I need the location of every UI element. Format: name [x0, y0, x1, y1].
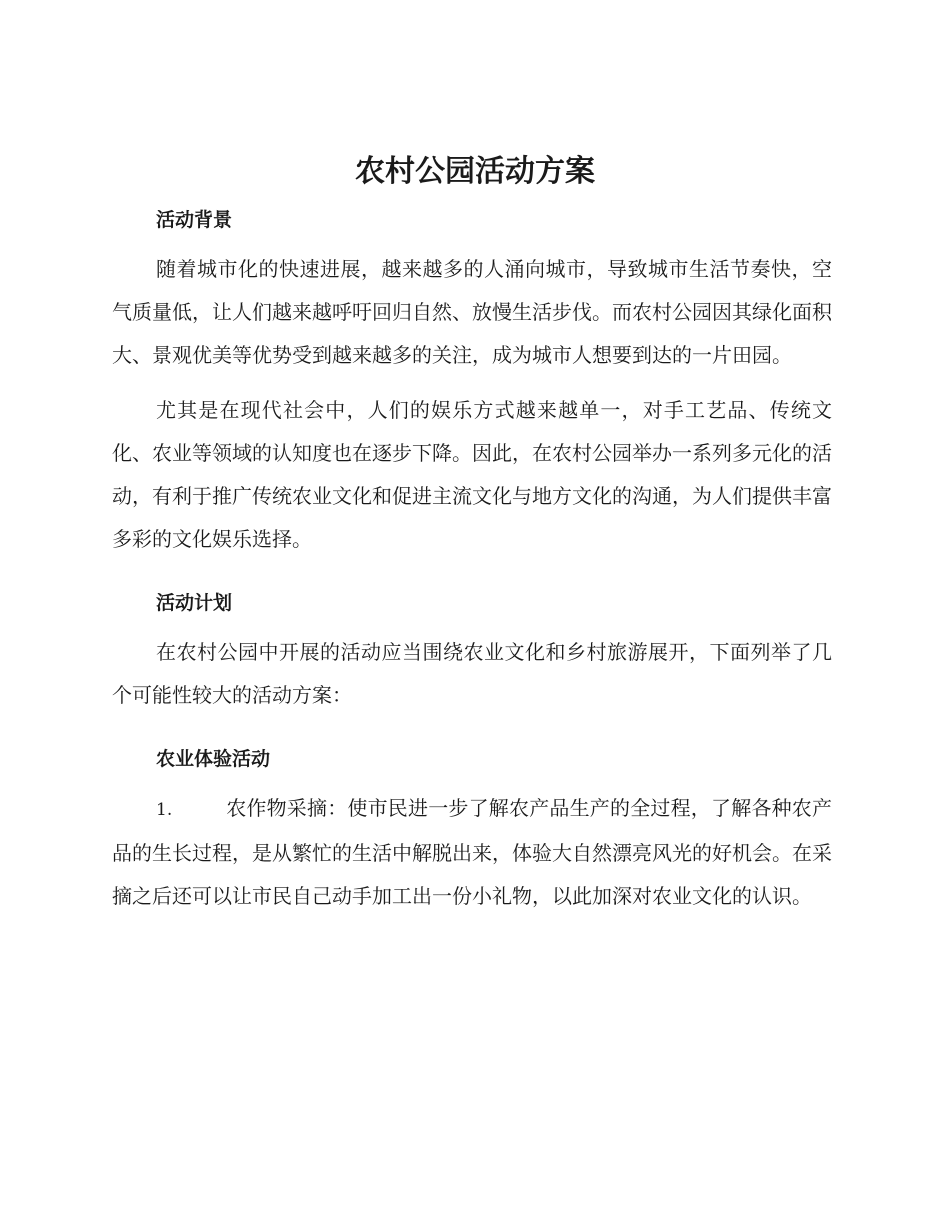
section-heading-plan: 活动计划	[156, 592, 233, 614]
section-heading-background: 活动背景	[156, 209, 233, 231]
plan-paragraph-1: 在农村公园中开展的活动应当围绕农业文化和乡村旅游展开，下面列举了几个可能性较大的活动方案：	[112, 640, 832, 707]
document-body	[112, 204, 832, 918]
list-item-text: 农作物采摘：使市民进一步了解农产品生产的全过程，了解各种农产品的生长过程，是从繁忙的生活中解脱出来，体验大自然漂亮风光的好机会。在采摘之后还可以让市民自己动手加工出一份小礼物，以此加深对农业文化的认识。	[112, 796, 832, 908]
document-title: 农村公园活动方案	[355, 154, 595, 189]
background-paragraph-2: 尤其是在现代社会中，人们的娱乐方式越来越单一，对手工艺品、传统文化、农业等领域的认知度也在逐步下降。因此，在农村公园举办一系列多元化的活动，有利于推广传统农业文化和促进主流文化与地方文化的沟通，为人们提供丰富多彩的文化娱乐选择。	[112, 398, 832, 551]
list-item	[112, 787, 832, 918]
section-heading-farming: 农业体验活动	[156, 748, 271, 770]
list-item-number: 1.	[156, 800, 173, 820]
background-paragraph-1: 随着城市化的快速进展，越来越多的人涌向城市，导致城市生活节奏快，空气质量低，让人们越来越呼吁回归自然、放慢生活步伐。而农村公园因其绿化面积大、景观优美等优势受到越来越多的关注，成为城市人想要到达的一片田园。	[112, 257, 832, 367]
